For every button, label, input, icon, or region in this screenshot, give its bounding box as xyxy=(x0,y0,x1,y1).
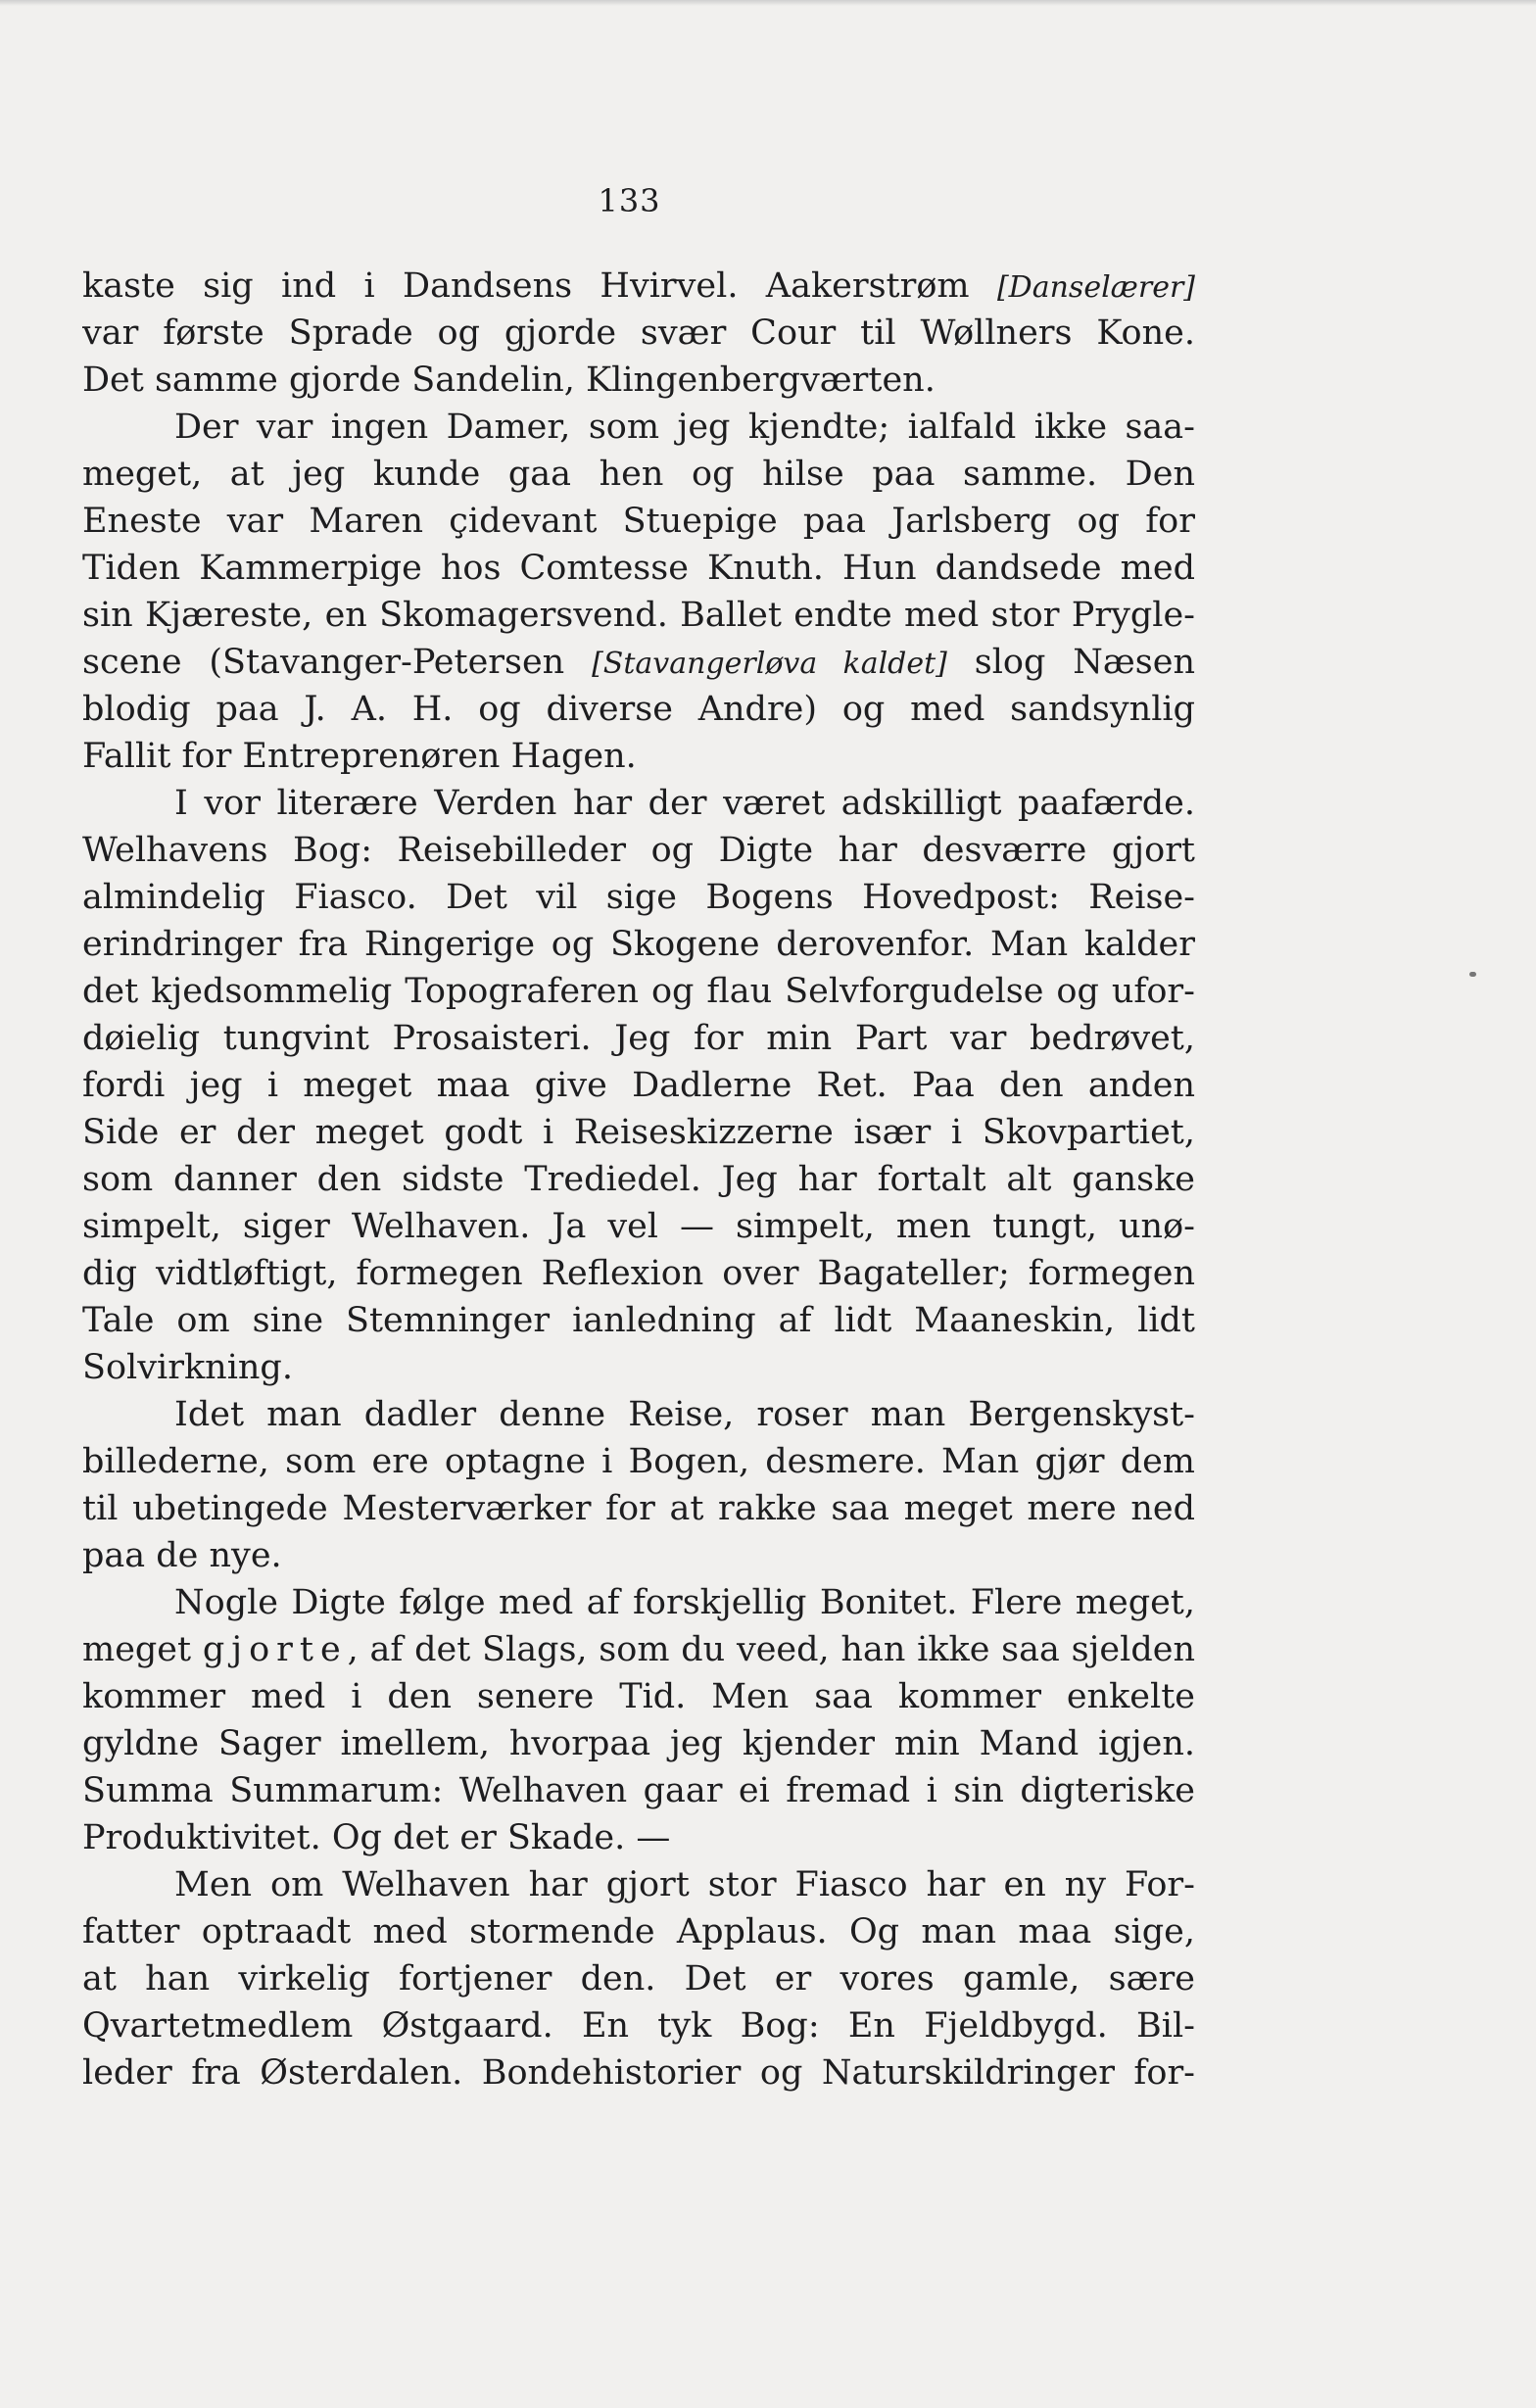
text-line: kommer med i den senere Tid. Men saa kommer enkelte xyxy=(82,1677,1195,1716)
page-number: 133 xyxy=(598,182,661,219)
text-line: Eneste var Maren çidevant Stuepige paa Jarlsberg og for xyxy=(82,502,1195,541)
text-line: Side er der meget godt i Reiseskizzerne især i Skovpartiet, xyxy=(82,1113,1195,1152)
text-line: som danner den sidste Trediedel. Jeg har fortalt alt ganske xyxy=(82,1160,1195,1199)
text-line: til ubetingede Mesterværker for at rakke saa meget mere ned xyxy=(82,1489,1195,1528)
spaced-word: gjorte xyxy=(202,1630,348,1669)
text-line: Idet man dadler denne Reise, roser man Bergenskyst- xyxy=(174,1395,1195,1434)
text-line: I vor literære Verden har der været adskilligt paafærde. xyxy=(174,784,1195,823)
text-line: Der var ingen Damer, som jeg kjendte; ialfald ikke saa- xyxy=(174,408,1195,447)
text-line: gyldne Sager imellem, hvorpaa jeg kjender min Mand igjen. xyxy=(82,1724,1195,1763)
text-line: dig vidtløftigt, formegen Reflexion over Bagateller; formegen xyxy=(82,1254,1195,1293)
text-line: Nogle Digte følge med af forskjellig Bonitet. Flere meget, xyxy=(174,1583,1195,1622)
editor-note: [Stavangerløva kaldet] xyxy=(592,647,947,681)
text-line: Welhavens Bog: Reisebilleder og Digte har desværre gjort xyxy=(82,831,1195,870)
text-line: var første Sprade og gjorde svær Cour til Wøllners Kone. xyxy=(82,313,1195,353)
text-line: Tiden Kammerpige hos Comtesse Knuth. Hun dandsede med xyxy=(82,549,1195,588)
text-line: Summa Summarum: Welhaven gaar ei fremad i sin digteriske xyxy=(82,1771,1195,1810)
text-line: Tale om sine Stemninger ianledning af lidt Maaneskin, lidt xyxy=(82,1301,1195,1340)
text-line: meget gjorte, af det Slags, som du veed, han ikke saa sjelden xyxy=(82,1630,1195,1669)
text-line: Fallit for Entreprenøren Hagen. xyxy=(82,737,637,776)
text-line: døielig tungvint Prosaisteri. Jeg for min Part var bedrøvet, xyxy=(82,1019,1195,1058)
scan-top-edge xyxy=(0,0,1536,6)
text-line: erindringer fra Ringerige og Skogene derovenfor. Man kalder xyxy=(82,925,1195,964)
editor-note: [Danselærer] xyxy=(996,270,1195,305)
text-line: fatter optraadt med stormende Applaus. Og man maa sige, xyxy=(82,1912,1195,1951)
text-line: Solvirkning. xyxy=(82,1348,293,1387)
text-line: blodig paa J. A. H. og diverse Andre) og med sandsynlig xyxy=(82,690,1195,729)
text-line: billederne, som ere optagne i Bogen, desmere. Man gjør dem xyxy=(82,1442,1195,1481)
text-line: Qvartetmedlem Østgaard. En tyk Bog: En Fjeldbygd. Bil- xyxy=(82,2006,1195,2046)
text-line: at han virkelig fortjener den. Det er vores gamle, sære xyxy=(82,1959,1195,1999)
text-line: almindelig Fiasco. Det vil sige Bogens Hovedpost: Reise- xyxy=(82,878,1195,917)
text-line: leder fra Østerdalen. Bondehistorier og Naturskildringer for- xyxy=(82,2053,1195,2093)
text-line: det kjedsommelig Topograferen og flau Selvforgudelse og ufor- xyxy=(82,972,1195,1011)
text-line: Men om Welhaven har gjort stor Fiasco har en ny For- xyxy=(174,1865,1195,1904)
text-line: sin Kjæreste, en Skomagersvend. Ballet endte med stor Prygle- xyxy=(82,596,1195,635)
scan-speck xyxy=(1469,972,1476,977)
text-line: fordi jeg i meget maa give Dadlerne Ret. Paa den anden xyxy=(82,1066,1195,1105)
text-line: kaste sig ind i Dandsens Hvirvel. Aakerstrøm [Danselærer] xyxy=(82,266,1195,306)
text-line: simpelt, siger Welhaven. Ja vel — simpelt, men tungt, unø- xyxy=(82,1207,1195,1246)
text-line: meget, at jeg kunde gaa hen og hilse paa samme. Den xyxy=(82,455,1195,494)
body-text xyxy=(82,263,1195,2096)
text-line: paa de nye. xyxy=(82,1536,282,1575)
text-line: Det samme gjorde Sandelin, Klingenbergværten. xyxy=(82,361,936,400)
text-line: Produktivitet. Og det er Skade. — xyxy=(82,1818,671,1857)
text-line: scene (Stavanger-Petersen [Stavangerløva kaldet] slog Næsen xyxy=(82,643,1195,682)
